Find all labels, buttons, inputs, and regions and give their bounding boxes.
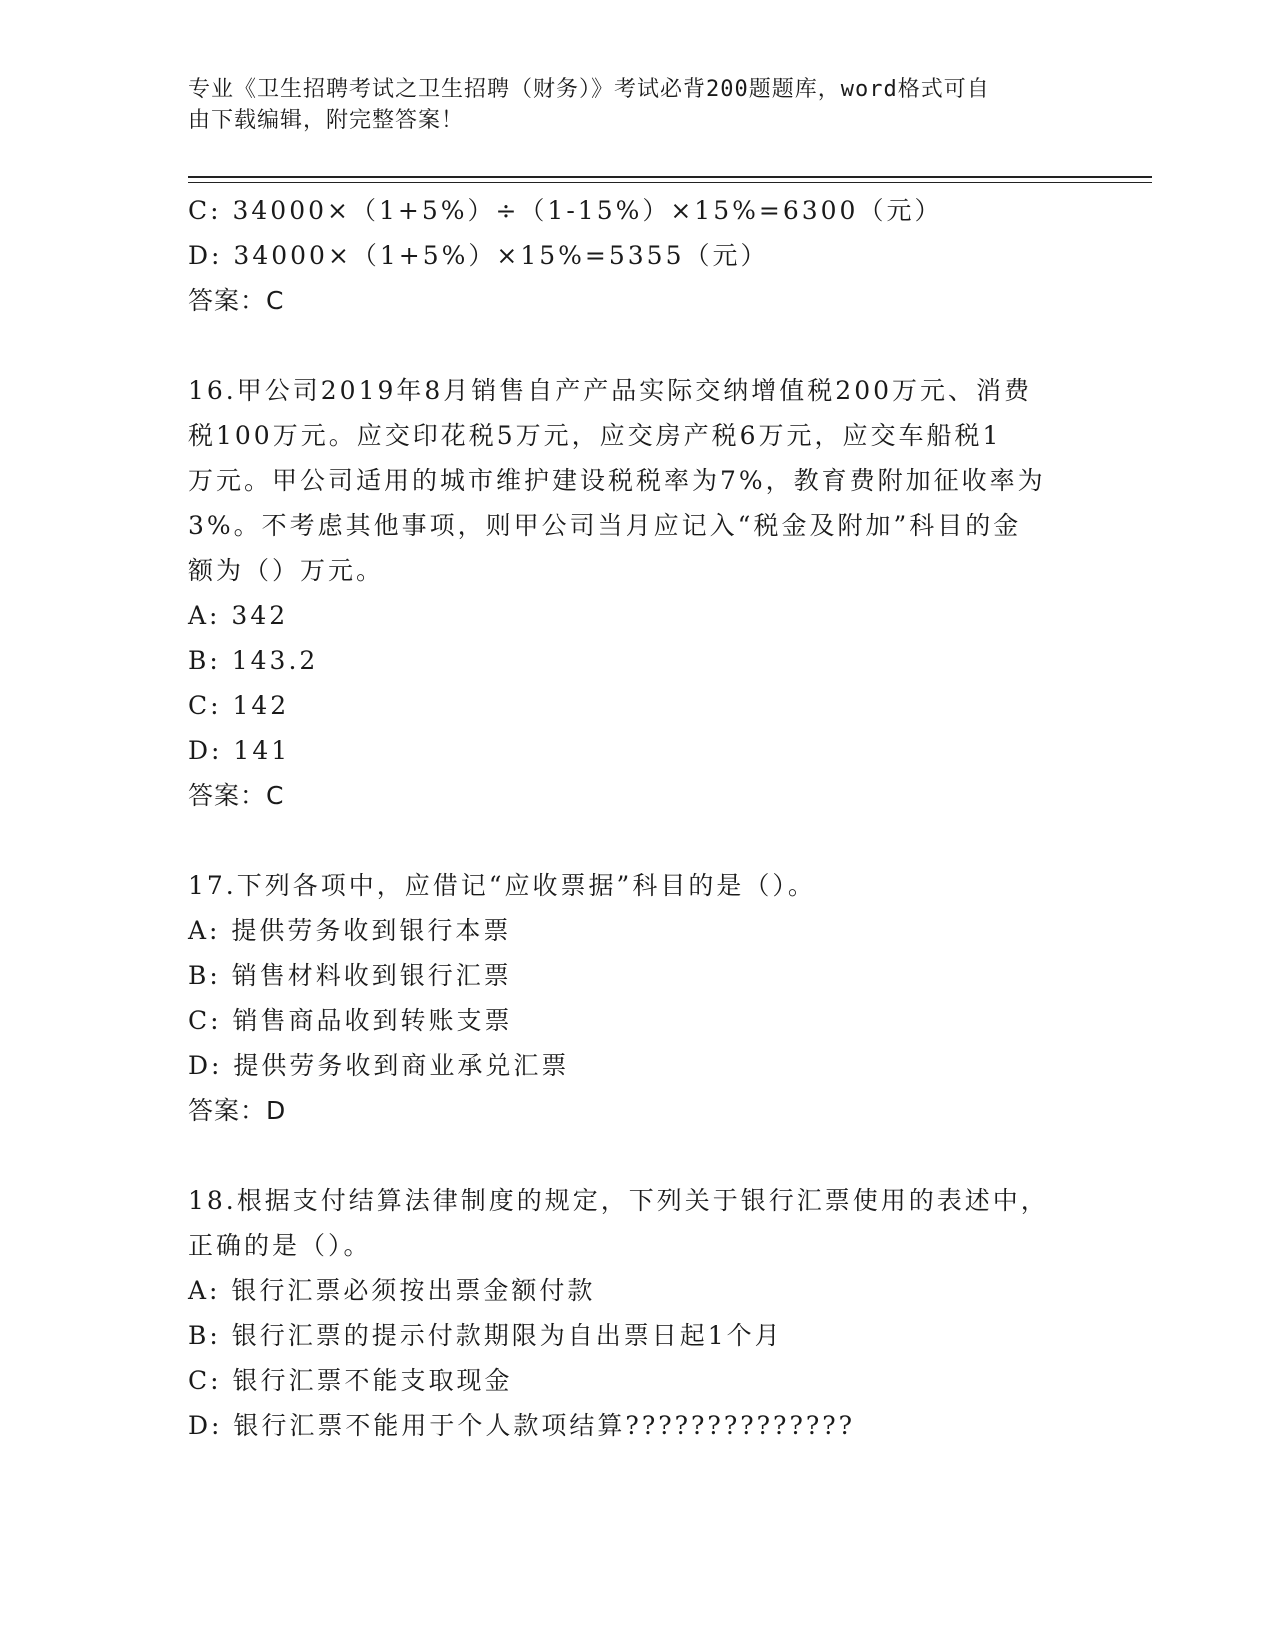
header-divider-thin bbox=[188, 182, 1152, 183]
header-line-2: 由下载编辑，附完整答案！ bbox=[188, 108, 465, 133]
spacer bbox=[188, 1133, 1088, 1178]
option-a: A: 提供劳务收到银行本票 bbox=[188, 916, 512, 945]
option-a: A: 银行汇票必须按出票金额付款 bbox=[188, 1276, 596, 1305]
question-stem-line: 18.根据支付结算法律制度的规定，下列关于银行汇票使用的表述中， bbox=[188, 1186, 1049, 1215]
option-c: C: 142 bbox=[188, 691, 290, 720]
option-b: B: 银行汇票的提示付款期限为自出票日起1个月 bbox=[188, 1321, 783, 1350]
question-stem-line: 17.下列各项中，应借记“应收票据”科目的是（）。 bbox=[188, 871, 816, 900]
question-stem-line: 税100万元。应交印花税5万元，应交房产税6万元，应交车船税1 bbox=[188, 421, 1002, 450]
answer-line: 答案：C bbox=[188, 286, 285, 315]
option-c: C: 销售商品收到转账支票 bbox=[188, 1006, 513, 1035]
option-d: D: 34000×（1+5%）×15%=5355（元） bbox=[188, 241, 769, 270]
header-divider-thick bbox=[188, 176, 1152, 178]
option-b: B: 销售材料收到银行汇票 bbox=[188, 961, 512, 990]
question-stem-line: 额为（）万元。 bbox=[188, 556, 385, 585]
answer-line: 答案：D bbox=[188, 1096, 287, 1125]
option-d: D: 提供劳务收到商业承兑汇票 bbox=[188, 1051, 570, 1080]
option-d: D: 银行汇票不能用于个人款项结算?????????????? bbox=[188, 1411, 856, 1440]
spacer bbox=[188, 323, 1088, 368]
option-a: A: 342 bbox=[188, 601, 289, 630]
question-stem-line: 3%。不考虑其他事项，则甲公司当月应记入“税金及附加”科目的金 bbox=[188, 511, 1022, 540]
question-17 bbox=[188, 863, 1088, 1133]
option-c: C: 银行汇票不能支取现金 bbox=[188, 1366, 513, 1395]
spacer bbox=[188, 818, 1088, 863]
question-16 bbox=[188, 368, 1088, 818]
header-line-1: 专业《卫生招聘考试之卫生招聘（财务）》考试必背200题题库，word格式可自 bbox=[188, 77, 990, 102]
answer-line: 答案：C bbox=[188, 781, 285, 810]
question-stem-line: 16.甲公司2019年8月销售自产产品实际交纳增值税200万元、消费 bbox=[188, 376, 1033, 405]
question-18 bbox=[188, 1178, 1088, 1448]
question-16-stem bbox=[188, 368, 1088, 593]
question-15-tail bbox=[188, 188, 1088, 323]
option-c: C: 34000×（1+5%）÷（1-15%）×15%=6300（元） bbox=[188, 196, 943, 225]
option-b: B: 143.2 bbox=[188, 646, 319, 675]
question-stem-line: 万元。甲公司适用的城市维护建设税税率为7%，教育费附加征收率为 bbox=[188, 466, 1046, 495]
document-header bbox=[188, 74, 1068, 136]
question-stem-line: 正确的是（）。 bbox=[188, 1231, 372, 1260]
document-body bbox=[188, 188, 1088, 1448]
option-d: D: 141 bbox=[188, 736, 291, 765]
